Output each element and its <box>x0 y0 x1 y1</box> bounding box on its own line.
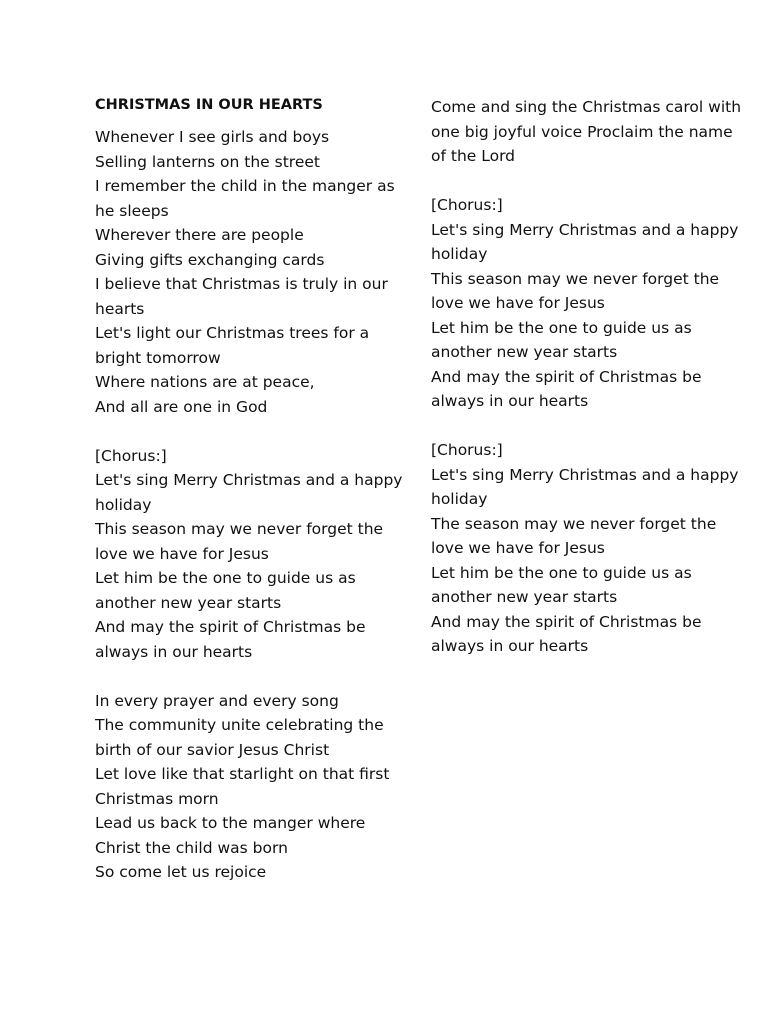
lyric-line: love we have for Jesus <box>431 294 605 312</box>
lyric-line: And may the spirit of Christmas be <box>431 612 702 631</box>
right-stanzas <box>431 95 742 659</box>
lyric-line: hearts <box>95 299 145 318</box>
lyric-line: Let's sing Merry Christmas and a happy <box>431 220 739 239</box>
lyric-line: another new year starts <box>431 343 618 361</box>
lyric-line: [Chorus:] <box>95 446 167 465</box>
lyric-line: bright tomorrow <box>95 348 221 367</box>
lyric-line: always in our hearts <box>95 642 253 661</box>
lyric-line: another new year starts <box>431 588 618 606</box>
lyric-line: Whenever I see girls and boys <box>95 128 330 146</box>
page-title: CHRISTMAS IN OUR HEARTS <box>95 97 323 113</box>
lyric-line: Let's sing Merry Christmas and a happy <box>431 465 739 484</box>
lyric-line: Let him be the one to guide us as <box>431 318 692 337</box>
lyric-line: Lead us back to the manger where <box>95 814 366 832</box>
lyric-line: This season may we never forget the <box>95 520 384 538</box>
lyric-line: love we have for Jesus <box>95 544 269 563</box>
right-column <box>431 95 742 659</box>
lyric-line: always in our hearts <box>431 637 589 655</box>
lyric-line: Christ the child was born <box>95 838 288 857</box>
lyric-line: [Chorus:] <box>431 196 503 214</box>
lyric-line: In every prayer and every song <box>95 691 339 710</box>
lyric-line: The community unite celebrating the <box>95 716 384 734</box>
left-stanza <box>95 689 393 885</box>
lyric-line: Let's sing Merry Christmas and a happy <box>95 471 403 489</box>
lyric-line: Giving gifts exchanging cards <box>95 250 325 269</box>
lyric-line: And may the spirit of Christmas be <box>431 367 702 386</box>
left-column <box>95 95 403 885</box>
lyric-line: Wherever there are people <box>95 226 304 244</box>
lyric-line: holiday <box>431 490 488 508</box>
lyric-line: I remember the child in the manger as <box>95 177 395 195</box>
lyric-line: Christmas morn <box>95 789 219 808</box>
lyric-line: Let him be the one to guide us as <box>431 563 692 582</box>
lyric-line: Where nations are at peace, <box>95 373 315 391</box>
lyric-line: And may the spirit of Christmas be <box>95 618 366 636</box>
lyric-line: So come let us rejoice <box>95 863 267 881</box>
lyric-line: Let love like that starlight on that first <box>95 765 390 783</box>
lyric-line: Come and sing the Christmas carol with <box>431 98 742 116</box>
left-stanza <box>95 125 393 419</box>
lyric-line: [Chorus:] <box>431 441 503 459</box>
lyric-line: one big joyful voice Proclaim the name <box>431 122 733 141</box>
lyric-line: he sleeps <box>95 201 169 220</box>
lyric-line: of the Lord <box>431 147 516 165</box>
right-stanza <box>431 438 739 659</box>
lyric-line: love we have for Jesus <box>431 539 605 557</box>
left-stanza <box>95 444 403 665</box>
lyric-line: Let him be the one to guide us as <box>95 569 356 587</box>
lyric-line: always in our hearts <box>431 392 589 410</box>
lyric-line: another new year starts <box>95 593 282 612</box>
left-stanzas <box>95 125 403 885</box>
lyric-line: The season may we never forget the <box>431 514 717 533</box>
lyric-line: And all are one in God <box>95 397 268 416</box>
lyric-line: holiday <box>431 245 488 263</box>
lyric-line: This season may we never forget the <box>431 269 720 288</box>
right-stanza <box>431 193 739 414</box>
lyric-line: holiday <box>95 495 152 514</box>
lyric-line: Selling lanterns on the street <box>95 152 320 171</box>
lyric-line: birth of our savior Jesus Christ <box>95 740 330 759</box>
right-stanza <box>431 95 742 169</box>
lyric-line: Let's light our Christmas trees for a <box>95 324 370 342</box>
lyric-line: I believe that Christmas is truly in our <box>95 275 388 293</box>
